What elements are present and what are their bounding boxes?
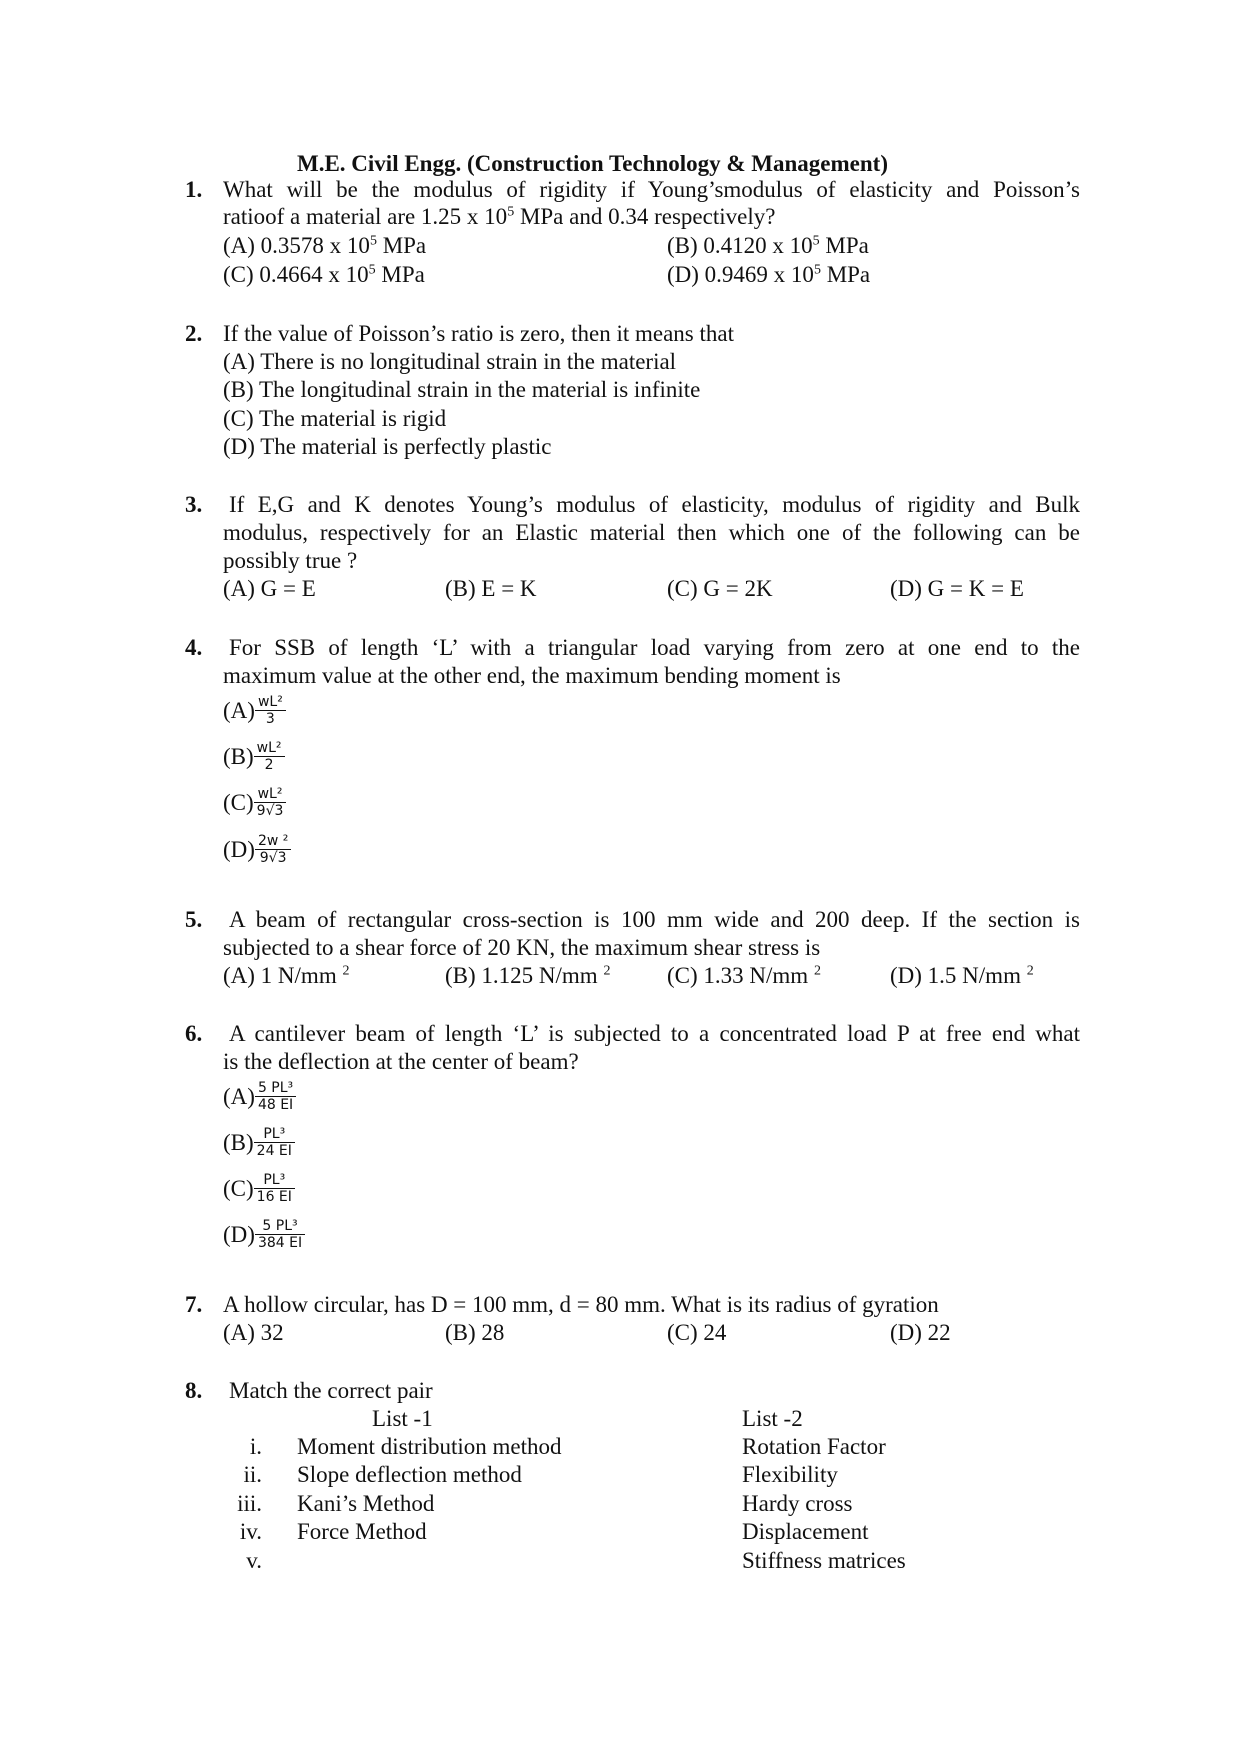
question-text: maximum value at the other end, the maximum bending moment is [223,663,841,688]
page-title: M.E. Civil Engg. (Construction Technology & Management) [297,151,888,176]
roman-numeral: iv. [239,1519,262,1544]
option-b[interactable]: (B) 1.125 N/mm $^2$ [445,963,611,988]
question-text: If the value of Poisson’s ratio is zero, then it means that [223,321,734,346]
question-text: possibly true ? [223,548,358,573]
question-number: 2. [185,321,203,346]
question-text: subjected to a shear force of 20 KN, the maximum shear stress is [223,935,821,960]
question-text: modulus, respectively for an Elastic material then which one of the following can be [223,520,1080,545]
list1-item: Moment distribution method [297,1434,562,1459]
list2-header: List -2 [742,1406,803,1431]
list1-item: Kani’s Method [297,1491,435,1516]
question-text: For SSB of length ‘L’ with a triangular load varying from zero at one end to the [229,635,1080,660]
option-b[interactable]: (B) E = K [445,576,537,601]
question-text: If E,G and K denotes Young’s modulus of elasticity, modulus of rigidity and Bulk [229,492,1080,517]
option-b[interactable]: (B) 28 [445,1320,505,1345]
question-text: is the deflection at the center of beam? [223,1049,579,1074]
option-c[interactable]: (C) 0.4664 x $10^5$ MPa [223,262,425,287]
option-a[interactable]: (A) 32 [223,1320,284,1345]
roman-numeral: ii. [243,1462,262,1487]
option-a[interactable]: (A) 0.3578 x $10^5$ MPa [223,233,427,258]
option-b[interactable]: (B) $\frac{\text{wL²}}{2}$ [223,740,285,773]
option-c[interactable]: (C) $\frac{\text{wL²}}{9√3}$ [223,786,286,819]
option-c[interactable]: (C) G = 2K [667,576,773,601]
question-number: 7. [185,1292,203,1317]
list2-item: Flexibility [742,1462,838,1487]
option-a[interactable]: (A) $\frac{\text{wL²}}{3}$ [223,694,286,727]
option-c[interactable]: (C) 1.33 N/mm $^2$ [667,963,821,988]
option-c[interactable]: (C) The material is rigid [223,406,447,431]
option-d[interactable]: (D) 0.9469 x $10^5$ MPa [667,262,871,287]
question-text: A beam of rectangular cross-section is 100 mm wide and 200 deep. If the section is [229,907,1080,932]
option-d[interactable]: (D) $\frac{\text{5 PL³}}{384 EI}$ [223,1218,305,1251]
list1-item: Force Method [297,1519,427,1544]
option-d[interactable]: (D) The material is perfectly plastic [223,434,552,459]
option-a[interactable]: (A) There is no longitudinal strain in the material [223,349,677,374]
question-text: A cantilever beam of length ‘L’ is subjected to a concentrated load P at free end what [229,1021,1080,1046]
option-b[interactable]: (B) The longitudinal strain in the material is infinite [223,377,701,402]
roman-numeral: i. [249,1434,262,1459]
question-text: What will be the modulus of rigidity if Young’smodulus of elasticity and Poisson’s [223,177,1080,202]
roman-numeral: v. [246,1548,262,1573]
question-number: 6. [185,1021,203,1046]
question-text: ratioof a material are 1.25 x $10^5$ MPa and 0.34 respectively? [223,204,776,229]
option-c[interactable]: (C) 24 [667,1320,727,1345]
list2-item: Rotation Factor [742,1434,886,1459]
option-a[interactable]: (A) 1 N/mm $^2$ [223,963,350,988]
list2-item: Hardy cross [742,1491,853,1516]
roman-numeral: iii. [237,1491,262,1516]
option-a[interactable]: (A) $\frac{\text{5 PL³}}{48 EI}$ [223,1080,296,1113]
question-number: 4. [185,635,203,660]
list2-item: Stiffness matrices [742,1548,906,1573]
option-c[interactable]: (C) $\frac{\text{PL³}}{16 EI}$ [223,1172,295,1205]
question-number: 5. [185,907,203,932]
option-b[interactable]: (B) $\frac{\text{PL³}}{24 EI}$ [223,1126,295,1159]
option-d[interactable]: (D) 22 [890,1320,951,1345]
question-text: Match the correct pair [229,1378,433,1403]
question-number: 3. [185,492,203,517]
option-b[interactable]: (B) 0.4120 x $10^5$ MPa [667,233,869,258]
question-text: A hollow circular, has D = 100 mm, d = 80 mm. What is its radius of gyration [223,1292,939,1317]
list1-item: Slope deflection method [297,1462,522,1487]
list1-header: List -1 [372,1406,433,1431]
option-d[interactable]: (D) $\frac{\text{2w ²}}{9√3}$ [223,833,291,866]
list2-item: Displacement [742,1519,869,1544]
option-d[interactable]: (D) 1.5 N/mm $^2$ [890,963,1034,988]
option-d[interactable]: (D) G = K = E [890,576,1024,601]
question-number: 8. [185,1378,203,1403]
option-a[interactable]: (A) G = E [223,576,316,601]
question-number: 1. [185,177,203,202]
